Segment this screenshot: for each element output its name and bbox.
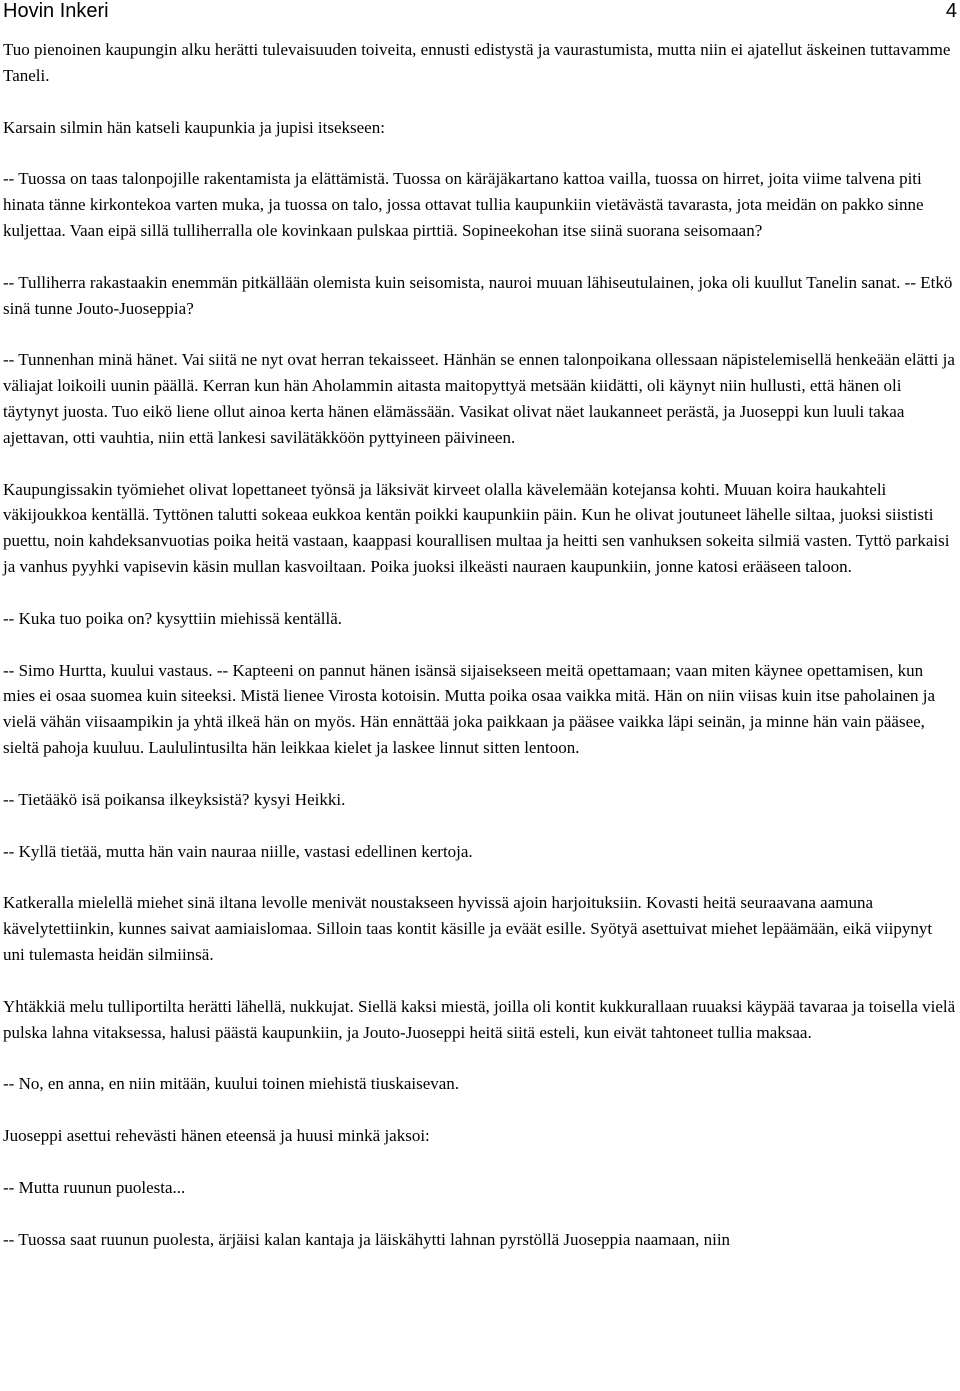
paragraph: -- Tietääkö isä poikansa ilkeyksistä? kysyi Heikki. (3, 789, 346, 809)
paragraph: -- Tuossa on taas talonpojille rakentamista ja elättämistä. Tuossa on käräjäkartano kattoa vailla, tuossa on hirret, joita viime talvena piti hinata tänne kirkontekoa varten muka, ja tuossa on talo, jossa ottavat tullia kaupunkiin vietävästä tavarasta, jota meidän on pakko sinne kuljettaa. Vaan eipä sillä tulliherralla ole kovinkaan pulskaa pirttiä. Sopineekohan itse siinä suorana seisomaan? (3, 169, 924, 240)
paragraph: -- Tuossa saat ruunun puolesta, ärjäisi kalan kantaja ja läiskähytti lahnan pyrstöllä Juoseppia naamaan, niin (3, 1229, 731, 1249)
paragraph: Juoseppi asettui rehevästi hänen eteensä ja huusi minkä jaksoi: (3, 1126, 430, 1146)
paragraph: Tuo pienoinen kaupungin alku herätti tulevaisuuden toiveita, ennusti edistystä ja vaurastumista, mutta niin ei ajatellut äskeinen tuttavamme Taneli. (3, 40, 951, 85)
paragraph: Yhtäkkiä melu tulliportilta herätti lähellä, nukkujat. Siellä kaksi miestä, joilla oli kontit kukkurallaan ruuaksi käypää tavaraa ja toisella vielä pulska lahna vitaksessa, halusi päästä kaupunkiin, ja Jouto-Juoseppi heitä siitä esteli, kun eivät tahtoneet tullia maksaa. (3, 996, 956, 1042)
paragraph: -- Mutta ruunun puolesta... (3, 1177, 186, 1197)
paragraph: -- Kyllä tietää, mutta hän vain nauraa niille, vastasi edellinen kertoja. (3, 841, 473, 861)
paragraph: -- Tulliherra rakastaakin enemmän pitkällään olemista kuin seisomista, nauroi muuan lähiseutulainen, joka oli kuullut Tanelin sanat. -- Etkö sinä tunne Jouto-Juoseppia? (3, 272, 953, 318)
paragraph: -- Simo Hurtta, kuului vastaus. -- Kapteeni on pannut hänen isänsä sijaisekseen meitä opettamaan; vaan miten käynee opettamisen, kun mies ei osaa suomea kuin siteeksi. Mistä lienee Virosta kotoisin. Mutta poika osaa vaikka mitä. Hän on niin viisas kuin itse paholainen ja vielä vähän viisaampikin ja yhtä ilkeä hän on myös. Hän ennättää joka paikkaan ja pääsee vaikka läpi seinän, ja minne hän vain pääsee, sieltä pahoja kuuluu. Laululintusilta hän leikkaa kielet ja laskee linnut sitten lentoon. (3, 660, 936, 757)
paragraph: Karsain silmin hän katseli kaupunkia ja jupisi itsekseen: (3, 117, 385, 137)
document-body (3, 37, 957, 1279)
paragraph: -- Kuka tuo poika on? kysyttiin miehissä kentällä. (3, 608, 342, 628)
paragraph: Katkeralla mielellä miehet sinä iltana levolle menivät noustakseen hyvissä ajoin harjoituksiin. Kovasti heitä seuraavana aamuna kävelytettiinkin, kunnes saivat aamiaislomaa. Silloin taas kontit käsille ja eväät esille. Syötyä asettuivat miehet lepäämään, eikä viipynyt uni tulemasta heidän silmiinsä. (3, 893, 933, 964)
paragraph: -- No, en anna, en niin mitään, kuului toinen miehistä tiuskaisevan. (3, 1074, 460, 1094)
paragraph: -- Tunnenhan minä hänet. Vai siitä ne nyt ovat herran tekaisseet. Hänhän se ennen talonpoikana ollessaan näpistelemisellä henkeään elätti ja väliajat loikoili uunin päällä. Kerran kun hän Aholammin aitasta maitopyttyä metsään kiidätti, oli käynyt niin hullusti, että hänen oli täytynyt juosta. Tuo eikö liene ollut ainoa kerta hänen elämässään. Vasikat olivat näet laukanneet perästä, ja Juoseppi kun luuli takaa ajettavan, otti vauhtia, niin että lankesi savilätäkköön pyttyineen päivineen. (3, 350, 955, 447)
page-header (0, 0, 960, 24)
paragraph: Kaupungissakin työmiehet olivat lopettaneet työnsä ja läksivät kirveet olalla kävelemään kotejansa kohti. Muuan koira haukahteli väkijoukkoa kentällä. Tyttönen talutti sokeaa eukkoa kentän poikki kaupunkiin päin. Kun he olivat joutuneet lähelle siltaa, juoksi siististi puettu, noin kahdeksanvuotias poika heitä vastaan, kaappasi kourallisen multaa ja heitti sen vanhuksen sokeita silmiä vasten. Tyttö parkaisi ja vanhus pyyhki vapisevin käsin mullan kasvoiltaan. Poika juoksi ilkeästi nauraen kaupunkiin, jonne katosi erääseen taloon. (3, 479, 950, 576)
page-number: 4 (945, 0, 957, 22)
book-title: Hovin Inkeri (3, 0, 109, 22)
